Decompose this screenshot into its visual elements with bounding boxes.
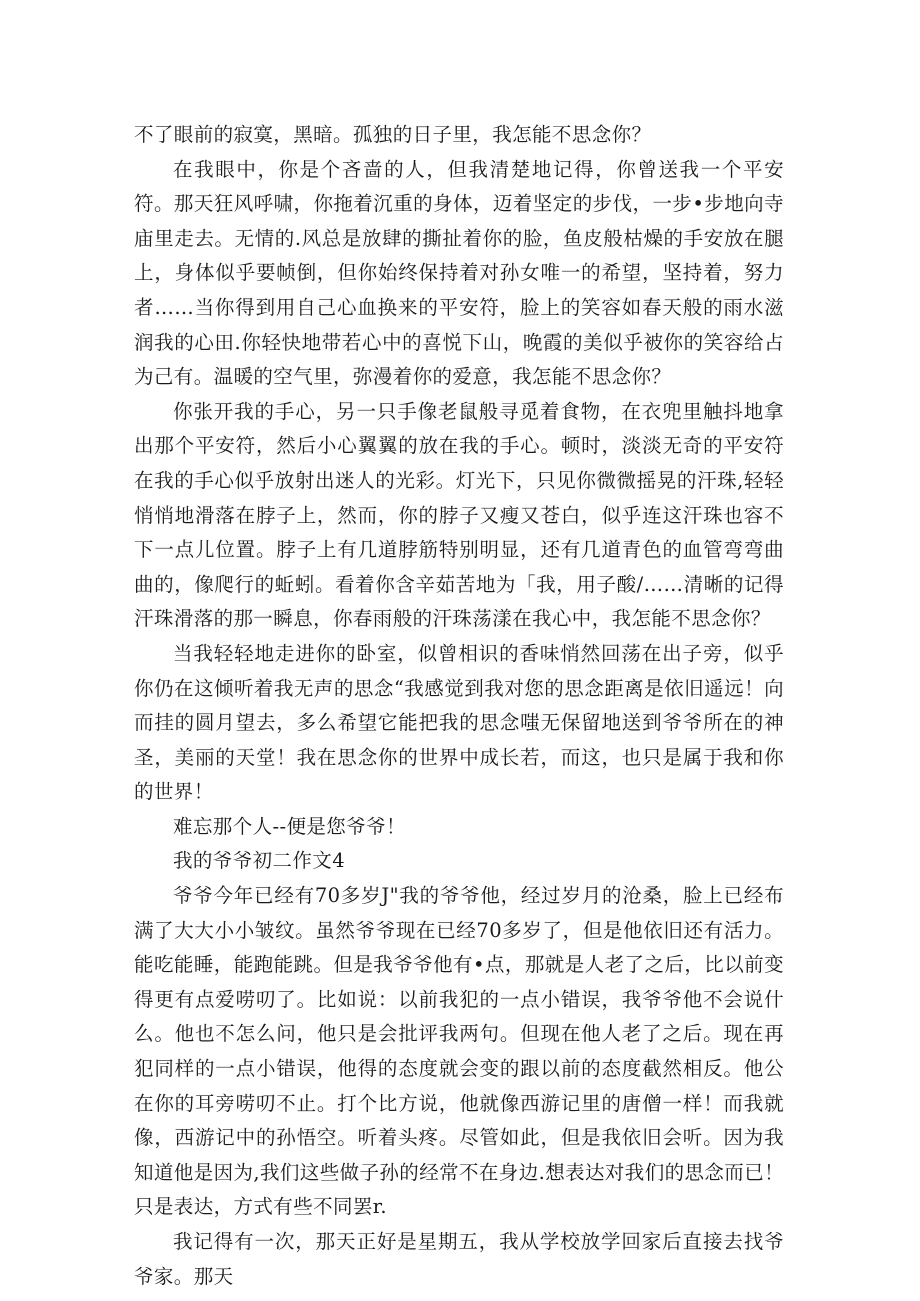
paragraph-5: 难忘那个人--便是您爷爷！ — [173, 814, 406, 838]
document-body — [134, 118, 784, 1294]
paragraph-4: 当我轻轻地走进你的卧室，似曾相识的香味悄然回荡在出子旁，似乎你仍在这倾听着我无声的思念“我感觉到我对您的思念距离是依旧遥远！向而挂的圆月望去，多么希望它能把我的思念嗤无保留地送到爷爷所在的神圣，美丽的天堂！我在思念你的世界中成长若，而这，也只是属于我和你的世界！ — [134, 641, 784, 804]
section-heading: 我的爷爷初二作文4 — [173, 849, 346, 873]
paragraph-7: 爷爷今年已经有70多岁J"我的爷爷他，经过岁月的沧桑，脸上已经布满了大大小小皱纹。虽然爷爷现在已经70多岁了，但是他依旧还有活力。能吃能睡，能跑能跳。但是我爷爷他有•点，那就是人老了之后，比以前变得更有点爱唠叨了。比如说：以前我犯的一点小错误，我爷爷他不会说什么。他也不怎么问，他只是会批评我两句。但现在他人老了之后。现在再犯同样的一点小错误，他得的态度就会变的跟以前的态度截然相反。他公在你的耳旁唠叨不止。打个比方说，他就像西游记里的唐僧一样！而我就像，西游记中的孙悟空。听着头疼。尽管如此，但是我依旧会听。因为我知道他是因为,我们这些做子孙的经常不在身边.想表达对我们的思念而已！只是表达，方式有些不同罢r. — [134, 884, 784, 1219]
paragraph-1: 不了眼前的寂寞，黑暗。孤独的日子里，我怎能不思念你？ — [134, 123, 652, 146]
paragraph-3: 你张开我的手心，另一只手像老鼠般寻觅着食物，在衣兜里触抖地拿出那个平安符，然后小心翼翼的放在我的手心。顿时，淡淡无奇的平安符在我的手心似乎放射出迷人的光彩。灯光下，只见你微微摇晃的汗珠,轻轻悄悄地滑落在脖子上，然而，你的脖子又瘦又苍白，似乎连这汗珠也容不下一点儿位置。脖子上有几道脖筋特别明显，还有几道青色的血管弯弯曲曲的，像爬行的蚯蚓。看着你含辛茹苦地为「我，用子酸/……清晰的记得汗珠滑落的那一瞬息，你春雨般的汗珠荡漾在我心中，我怎能不思念你？ — [134, 399, 784, 631]
paragraph-2: 在我眼中，你是个吝啬的人，但我清楚地记得，你曾送我一个平安符。那天狂风呼啸，你拖着沉重的身体，迈着坚定的步伐，一步•步地向寺庙里走去。无情的.风总是放肆的撕扯着你的脸，鱼皮般枯燥的手安放在腿上，身体似乎要帧倒，但你始终保持着对孙女唯一的希望，坚持着，努力者……当你得到用自己心血换来的平安符，脸上的笑容如春天般的雨水滋润我的心田.你轻快地带若心中的喜悦下山，晚霞的美似乎被你的笑容给占为己有。温暖的空气里，弥漫着你的爱意，我怎能不思念你？ — [134, 157, 784, 389]
paragraph-8: 我记得有一次，那天正好是星期五，我从学校放学回家后直接去找爷爷家。那天 — [134, 1230, 784, 1288]
